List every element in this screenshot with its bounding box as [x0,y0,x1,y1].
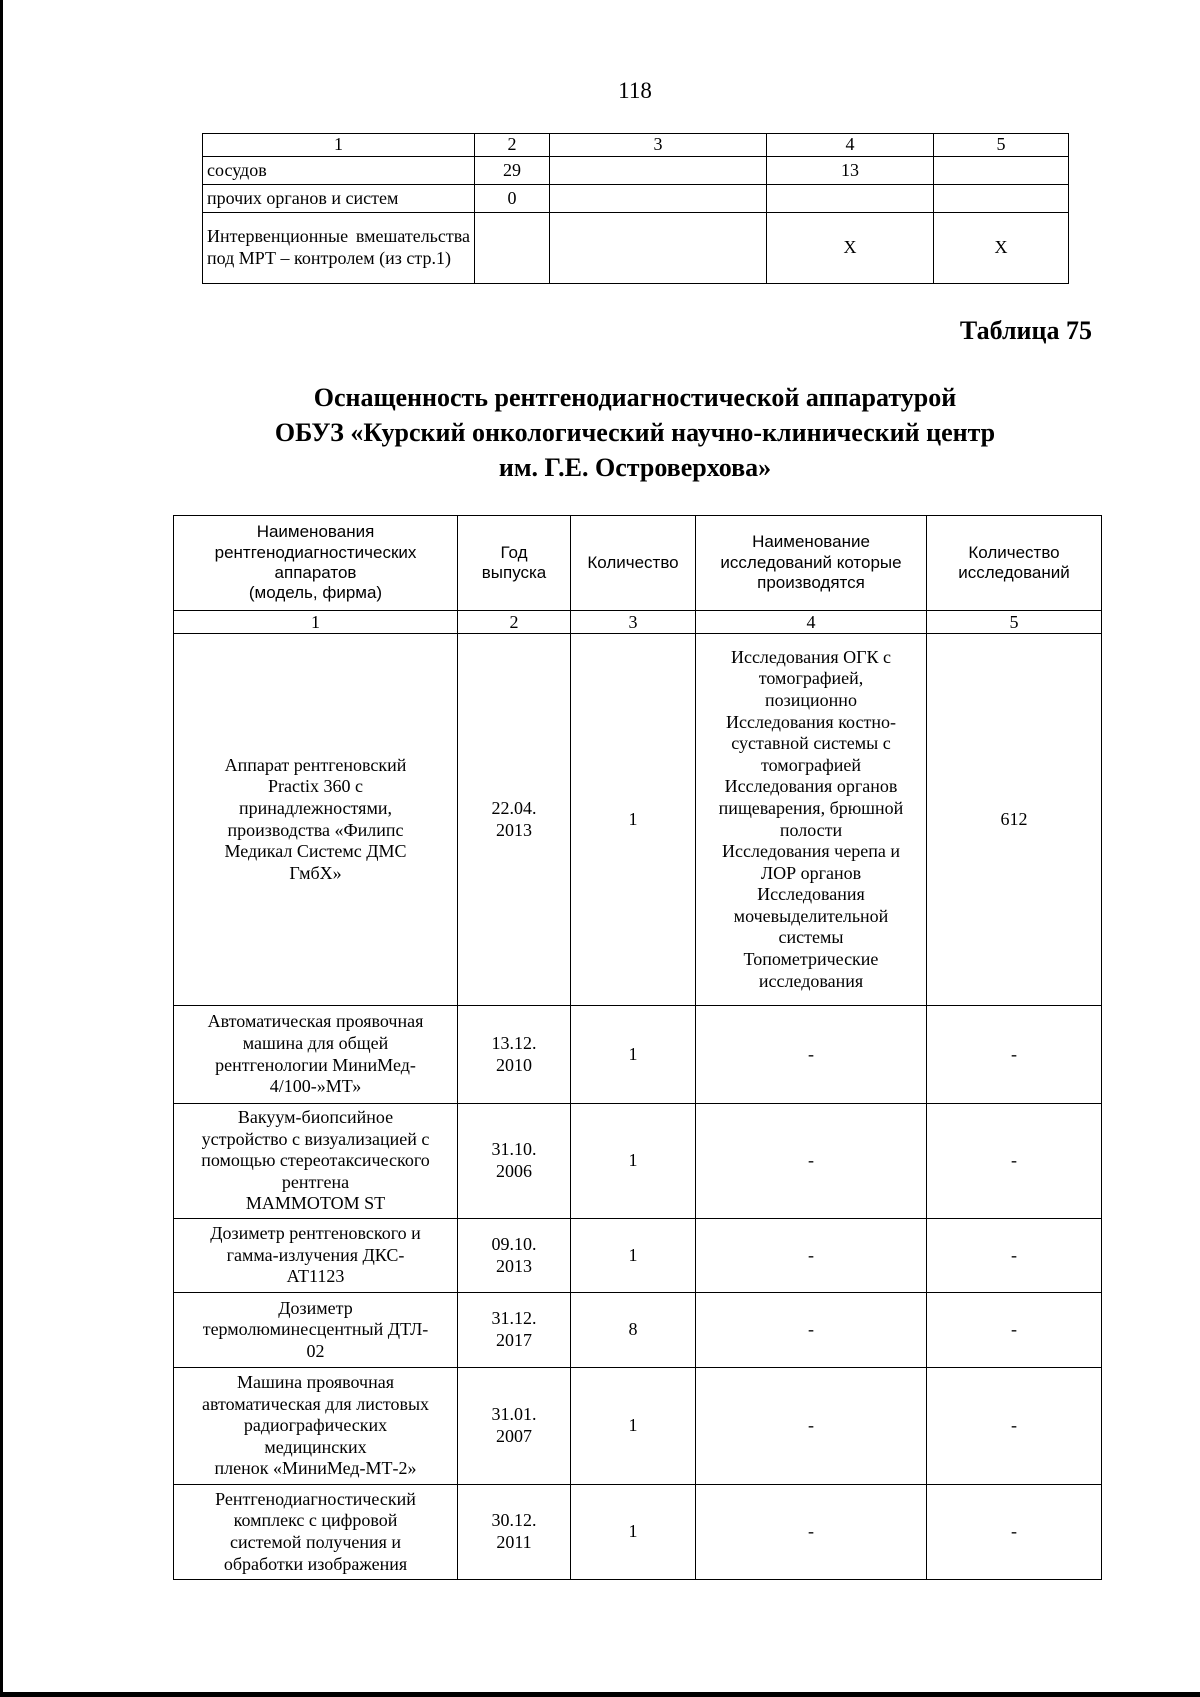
header-row [174,516,1102,611]
studies-count: - [927,1293,1102,1368]
cell-value [934,157,1069,185]
equipment-table [173,515,1102,1580]
column-number: 5 [934,134,1069,157]
cell-value: Х [934,213,1069,284]
release-year: 31.01. 2007 [458,1368,571,1485]
title-line: ОБУЗ «Курский онкологический научно-клинический центр [274,418,996,447]
header-year: Год выпуска [458,516,571,611]
studies-count: - [927,1485,1102,1580]
quantity: 8 [571,1293,696,1368]
table-row [174,1368,1102,1485]
table-row [203,185,1069,213]
cell-value: 13 [767,157,934,185]
header-studies-name: Наименование исследований которые производятся [696,516,927,611]
cell-value [767,185,934,213]
title-line: Оснащенность рентгенодиагностической аппаратурой [313,383,957,412]
quantity: 1 [571,634,696,1006]
column-number: 1 [203,134,475,157]
table-row [203,213,1069,284]
quantity: 1 [571,1006,696,1104]
cell-value [550,157,767,185]
cell-value: 0 [475,185,550,213]
table-row [174,1219,1102,1293]
studies-count: - [927,1219,1102,1293]
header-quantity: Количество [571,516,696,611]
release-year: 22.04. 2013 [458,634,571,1006]
studies-count: 612 [927,634,1102,1006]
cell-value [934,185,1069,213]
quantity: 1 [571,1368,696,1485]
cell-value: Х [767,213,934,284]
table-row [203,157,1069,185]
page-edge-left [0,0,3,1697]
title-line: им. Г.Е. Островерхова» [498,453,772,482]
column-number: 4 [696,611,927,634]
page-edge-bottom [0,1692,1200,1697]
header-studies-count: Количество исследований [927,516,1102,611]
table-label: Таблица 75 [959,316,1092,345]
continuation-table [202,133,1069,284]
quantity: 1 [571,1219,696,1293]
page-number: 118 [618,78,652,103]
equipment-name: Аппарат рентгеновский Practix 360 с принадлежностями, производства «Филипс Медикал Системс ДМС ГмбХ» [174,634,458,1006]
studies-list: - [696,1219,927,1293]
cell-value [550,213,767,284]
release-year: 30.12. 2011 [458,1485,571,1580]
cell-value: 29 [475,157,550,185]
table-row [174,1293,1102,1368]
studies-list: - [696,1368,927,1485]
header-name: Наименования рентгенодиагностических аппаратов (модель, фирма) [174,516,458,611]
column-number: 2 [475,134,550,157]
equipment-name: Вакуум-биопсийное устройство с визуализацией с помощью стереотаксического рентгена MAMMOTOM ST [174,1104,458,1219]
release-year: 13.12. 2010 [458,1006,571,1104]
studies-list: Исследования ОГК с томографией, позиционно Исследования костно- суставной системы с томографией Исследования органов пищеварения, брюшной полости Исследования черепа и ЛОР органов Исследования мочевыделительной системы Топометрические исследования [696,634,927,1006]
column-number: 1 [174,611,458,634]
equipment-name: Автоматическая проявочная машина для общей рентгенологии МиниМед- 4/100-»МТ» [174,1006,458,1104]
quantity: 1 [571,1485,696,1580]
release-year: 09.10. 2013 [458,1219,571,1293]
studies-list: - [696,1006,927,1104]
quantity: 1 [571,1104,696,1219]
table-row [174,634,1102,1006]
studies-list: - [696,1485,927,1580]
equipment-name: Дозиметр рентгеновского и гамма-излучения ДКС- АТ1123 [174,1219,458,1293]
column-number: 3 [550,134,767,157]
cell-value [550,185,767,213]
studies-list: - [696,1104,927,1219]
column-number-row [174,611,1102,634]
studies-count: - [927,1368,1102,1485]
studies-count: - [927,1006,1102,1104]
row-label: сосудов [203,157,475,185]
row-label: прочих органов и систем [203,185,475,213]
studies-count: - [927,1104,1102,1219]
column-number: 5 [927,611,1102,634]
table-row [174,1006,1102,1104]
document-title [175,380,1095,485]
column-number: 3 [571,611,696,634]
release-year: 31.10. 2006 [458,1104,571,1219]
row-label: Интервенционные вмешательства под МРТ – контролем (из стр.1) [203,213,475,284]
column-number: 4 [767,134,934,157]
release-year: 31.12. 2017 [458,1293,571,1368]
cell-value [475,213,550,284]
column-number-row [203,134,1069,157]
equipment-name: Рентгенодиагностический комплекс с цифровой системой получения и обработки изображения [174,1485,458,1580]
column-number: 2 [458,611,571,634]
studies-list: - [696,1293,927,1368]
equipment-name: Дозиметр термолюминесцентный ДТЛ- 02 [174,1293,458,1368]
equipment-name: Машина проявочная автоматическая для листовых радиографических медицинских пленок «МиниМед-МТ-2» [174,1368,458,1485]
table-row [174,1104,1102,1219]
table-row [174,1485,1102,1580]
